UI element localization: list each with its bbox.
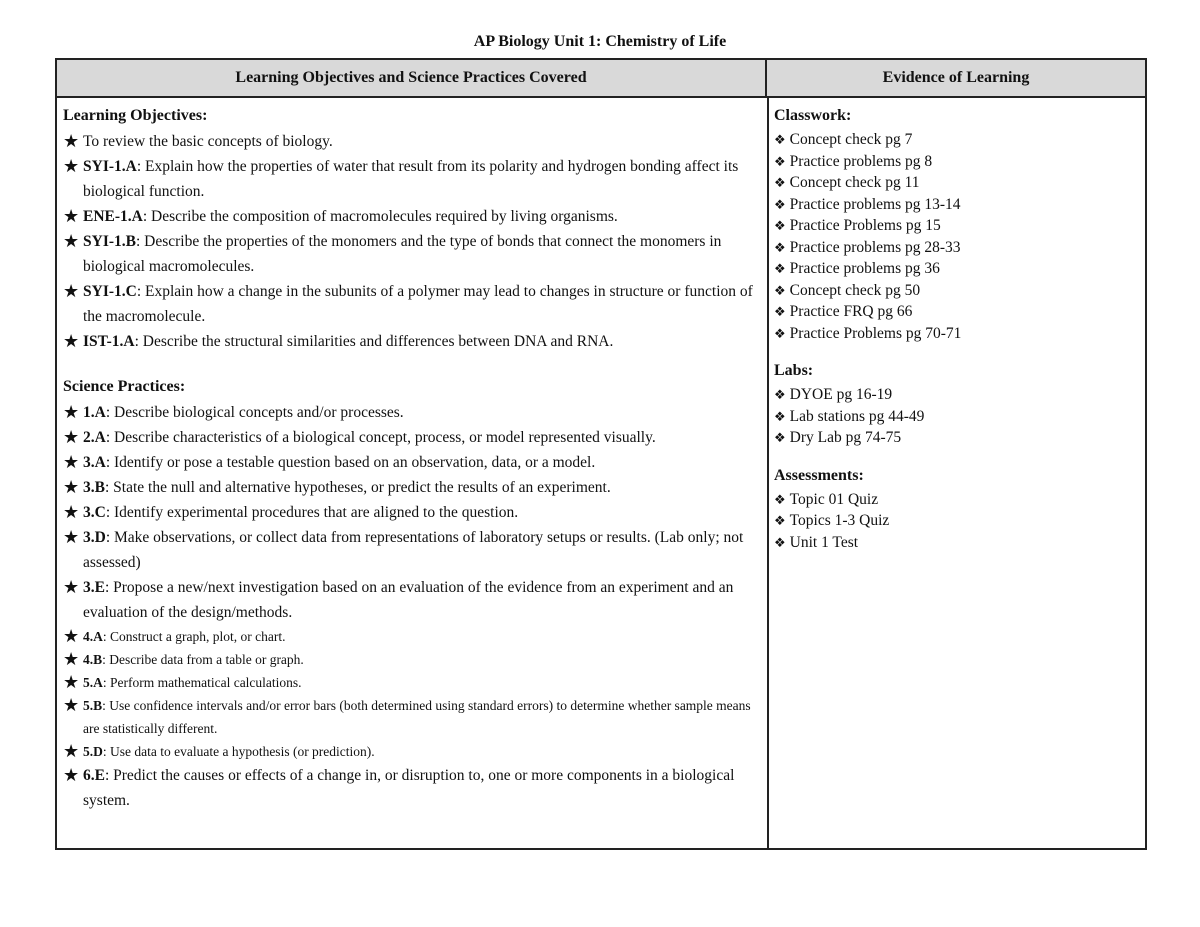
objective-text: : Identify experimental procedures that are aligned to the question. (105, 504, 519, 521)
evidence-column (774, 107, 1139, 553)
evidence-text: Concept check pg 50 (789, 281, 921, 299)
objective-code: SYI-1.A (83, 158, 137, 175)
objective-item (63, 763, 763, 813)
objective-code: 3.C (83, 504, 106, 521)
diamond-bullet-icon: ❖ (774, 282, 786, 298)
diamond-bullet-icon: ❖ (774, 218, 786, 233)
objective-item (63, 694, 763, 740)
diamond-bullet-icon: ❖ (774, 196, 786, 212)
assessments-list (774, 489, 1139, 554)
objective-code: ENE-1.A (83, 208, 143, 225)
objective-text: : Use confidence intervals and/or error bars (both determined using standard errors) to determine whether sample means are statistically different. (83, 698, 751, 736)
objective-item (63, 525, 763, 575)
objective-item (63, 129, 763, 154)
objective-text: : Describe the composition of macromolecules required by living organisms. (142, 208, 618, 225)
objective-code: 4.B (83, 652, 103, 667)
star-icon: ★ (63, 695, 80, 715)
learning-objectives-heading: Learning Objectives: (63, 107, 208, 124)
objective-text: : Describe biological concepts and/or processes. (105, 404, 404, 421)
star-icon: ★ (63, 477, 80, 497)
objective-text: : Identify or pose a testable question based on an observation, data, or a model. (105, 454, 596, 471)
objective-text: : Explain how the properties of water that result from its polarity and hydrogen bonding affect its biological function. (83, 158, 739, 200)
diamond-bullet-icon: ❖ (774, 304, 786, 319)
star-icon: ★ (63, 131, 80, 151)
star-icon: ★ (63, 765, 80, 785)
evidence-text: Practice problems pg 8 (789, 152, 933, 170)
objective-item (63, 425, 763, 450)
objective-code: 3.B (83, 479, 105, 496)
objective-item (63, 154, 763, 204)
star-icon: ★ (63, 156, 80, 176)
evidence-item (774, 172, 1139, 194)
objective-item (63, 329, 763, 354)
evidence-item (774, 427, 1139, 449)
objective-code: 6.E (83, 767, 105, 784)
evidence-text: Lab stations pg 44-49 (789, 407, 925, 425)
evidence-item (774, 406, 1139, 428)
objective-item (63, 204, 763, 229)
objectives-column (63, 107, 763, 813)
evidence-text: DYOE pg 16-19 (789, 386, 893, 403)
classwork-list (774, 129, 1139, 344)
objective-text: : Describe characteristics of a biological concept, process, or model represented visually. (105, 429, 656, 446)
objective-code: SYI-1.B (83, 233, 136, 250)
star-icon: ★ (63, 672, 80, 692)
objective-item (63, 625, 763, 648)
diamond-bullet-icon: ❖ (774, 153, 786, 169)
science-practices-list (63, 400, 763, 813)
assessments-heading: Assessments: (774, 466, 864, 484)
objective-item (63, 500, 763, 525)
diamond-bullet-icon: ❖ (774, 175, 786, 190)
science-practices-heading: Science Practices: (63, 378, 186, 395)
star-icon: ★ (63, 231, 80, 251)
evidence-text: Concept check pg 7 (789, 131, 913, 148)
objective-code: IST-1.A (83, 333, 135, 350)
evidence-item (774, 489, 1139, 511)
evidence-text: Practice problems pg 28-33 (789, 238, 961, 256)
objective-text: : Use data to evaluate a hypothesis (or prediction). (102, 744, 375, 759)
evidence-text: Practice problems pg 36 (789, 260, 940, 277)
star-icon: ★ (63, 427, 80, 447)
star-icon: ★ (63, 206, 80, 226)
diamond-bullet-icon: ❖ (774, 261, 786, 276)
diamond-bullet-icon: ❖ (774, 387, 786, 402)
diamond-bullet-icon: ❖ (774, 239, 786, 255)
objective-item (63, 648, 763, 671)
objective-item (63, 279, 763, 329)
objective-text: : Explain how a change in the subunits of a polymer may lead to changes in structure or function of the macromolecule. (83, 283, 753, 325)
objective-text: : Predict the causes or effects of a change in, or disruption to, one or more components in a biological system. (83, 767, 735, 809)
diamond-bullet-icon: ❖ (774, 491, 786, 507)
evidence-text: Practice Problems pg 15 (789, 217, 941, 234)
evidence-item (774, 215, 1139, 237)
objective-item (63, 475, 763, 500)
header-evidence-of-learning: Evidence of Learning (767, 60, 1145, 98)
star-icon: ★ (63, 649, 80, 669)
objective-code: 4.A (83, 629, 103, 644)
objective-item (63, 229, 763, 279)
objective-item (63, 671, 763, 694)
document-title: AP Biology Unit 1: Chemistry of Life (473, 33, 727, 50)
evidence-text: Practice problems pg 13-14 (789, 195, 961, 213)
evidence-text: Topic 01 Quiz (789, 490, 879, 508)
evidence-item (774, 280, 1139, 302)
objective-text: : Describe the properties of the monomers and the type of bonds that connect the monomers in biological macromolecules. (83, 233, 722, 275)
objective-code: 3.E (83, 579, 105, 596)
objective-code: 5.B (83, 698, 103, 713)
objectives-table (55, 58, 1147, 850)
objective-text: : Propose a new/next investigation based on an evaluation of the evidence from an experiment and an evaluation of the design/methods. (83, 579, 734, 621)
star-icon: ★ (63, 402, 80, 422)
objective-item (63, 400, 763, 425)
objective-item (63, 740, 763, 763)
diamond-bullet-icon: ❖ (774, 408, 786, 424)
star-icon: ★ (63, 281, 80, 301)
labs-list (774, 384, 1139, 449)
objective-code: 5.D (83, 744, 103, 759)
evidence-item (774, 151, 1139, 173)
evidence-item (774, 301, 1139, 323)
star-icon: ★ (63, 502, 80, 522)
header-learning-objectives: Learning Objectives and Science Practices Covered (57, 60, 767, 98)
evidence-item (774, 510, 1139, 532)
evidence-text: Dry Lab pg 74-75 (789, 429, 902, 446)
objective-text: : Describe data from a table or graph. (102, 652, 304, 667)
evidence-text: Topics 1-3 Quiz (789, 512, 890, 529)
objective-code: 2.A (83, 429, 106, 446)
diamond-bullet-icon: ❖ (774, 430, 786, 445)
objective-text: : Make observations, or collect data from representations of laboratory setups or results. (Lab only; not assessed) (83, 529, 744, 571)
objective-text: : Describe the structural similarities and differences between DNA and RNA. (134, 333, 614, 350)
diamond-bullet-icon: ❖ (774, 534, 786, 550)
objective-code: 5.A (83, 675, 103, 690)
labs-heading: Labs: (774, 362, 814, 379)
star-icon: ★ (63, 626, 80, 646)
evidence-text: Unit 1 Test (789, 533, 859, 551)
evidence-item (774, 384, 1139, 406)
diamond-bullet-icon: ❖ (774, 325, 786, 341)
star-icon: ★ (63, 331, 80, 351)
objective-text: : State the null and alternative hypotheses, or predict the results of an experiment. (104, 479, 611, 496)
star-icon: ★ (63, 527, 80, 547)
learning-objectives-list (63, 129, 763, 354)
evidence-text: Practice FRQ pg 66 (789, 303, 913, 320)
evidence-text: Practice Problems pg 70-71 (789, 324, 962, 342)
objective-code: 3.D (83, 529, 106, 546)
column-divider (767, 98, 769, 848)
star-icon: ★ (63, 577, 80, 597)
star-icon: ★ (63, 452, 80, 472)
evidence-item (774, 532, 1139, 554)
diamond-bullet-icon: ❖ (774, 132, 786, 147)
evidence-text: Concept check pg 11 (789, 174, 920, 191)
objective-item (63, 575, 763, 625)
evidence-item (774, 237, 1139, 259)
objective-code: SYI-1.C (83, 283, 137, 300)
evidence-item (774, 194, 1139, 216)
objective-item (63, 450, 763, 475)
classwork-heading: Classwork: (774, 107, 852, 124)
evidence-item (774, 323, 1139, 345)
evidence-item (774, 258, 1139, 280)
objective-text: To review the basic concepts of biology. (83, 133, 333, 150)
objective-code: 1.A (83, 404, 106, 421)
objective-text: : Construct a graph, plot, or chart. (102, 629, 286, 644)
evidence-item (774, 129, 1139, 151)
star-icon: ★ (63, 741, 80, 761)
diamond-bullet-icon: ❖ (774, 513, 786, 528)
objective-code: 3.A (83, 454, 106, 471)
objective-text: : Perform mathematical calculations. (102, 675, 302, 690)
